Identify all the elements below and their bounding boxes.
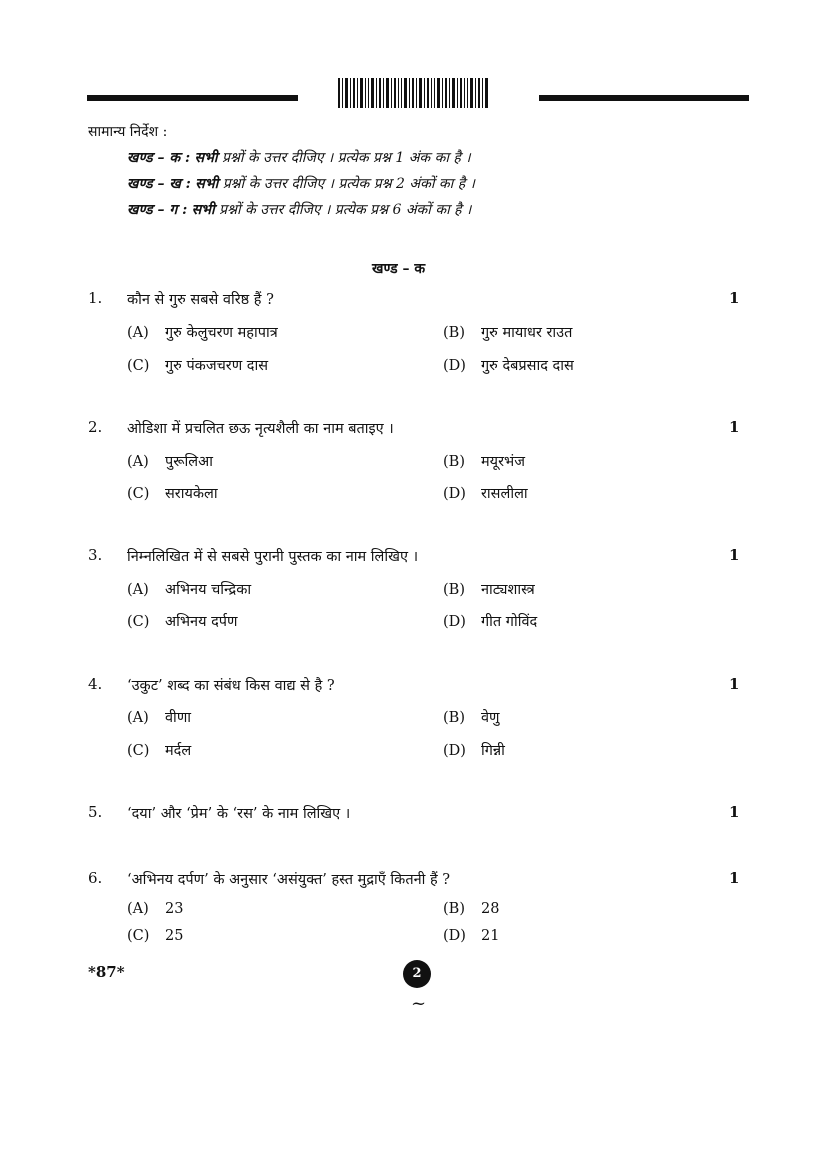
question-number: 2. [88, 418, 103, 436]
option-label: (D) [443, 486, 466, 502]
option-c [127, 740, 191, 760]
option-text: मयूरभंज [481, 454, 525, 470]
question-marks: 1 [729, 418, 740, 436]
option-text: अभिनय दर्पण [165, 614, 238, 630]
option-text: 28 [481, 901, 500, 917]
option-text: गुरु मायाधर राउत [481, 325, 573, 341]
option-text: गिन्नी [481, 743, 505, 759]
option-text: 25 [165, 928, 184, 944]
instruction-label: खण्ड – ग : [127, 202, 188, 218]
option-text: सरायकेला [165, 486, 218, 502]
question-marks: 1 [729, 546, 740, 564]
question-marks: 1 [729, 869, 740, 887]
option-label: (D) [443, 614, 466, 630]
option-label: (C) [127, 486, 150, 502]
question-marks: 1 [729, 289, 740, 307]
instruction-line-c [127, 200, 471, 219]
option-c [127, 483, 218, 503]
instruction-text: प्रश्नों के उत्तर दीजिए । प्रत्येक प्रश्न 6 अंकों का है । [219, 202, 472, 218]
option-d [443, 355, 574, 375]
option-text: 23 [165, 901, 184, 917]
option-label: (B) [443, 582, 465, 598]
instruction-line-a [127, 148, 471, 167]
page-tilde: ~ [411, 993, 427, 1014]
header-rule-left [87, 95, 298, 101]
question-number: 4. [88, 675, 103, 693]
question-text: ‘दया’ और ‘प्रेम’ के ‘रस’ के नाम लिखिए । [127, 806, 351, 822]
instruction-sabhi: सभी [195, 176, 219, 192]
option-b [443, 901, 499, 917]
question-text: निम्नलिखित में से सबसे पुरानी पुस्तक का नाम लिखिए । [127, 549, 419, 565]
option-text: गुरु देबप्रसाद दास [481, 358, 574, 374]
question-marks: 1 [729, 803, 740, 821]
option-d [443, 611, 537, 631]
option-d [443, 483, 528, 503]
option-b [443, 451, 525, 471]
question-text: ‘उकुट’ शब्द का संबंध किस वाद्य से है ? [127, 678, 335, 694]
option-b [443, 707, 500, 727]
option-c [127, 355, 268, 375]
instruction-sabhi: सभी [191, 202, 215, 218]
option-a [127, 451, 213, 471]
option-b [443, 322, 572, 342]
option-text: गुरु पंकजचरण दास [165, 358, 269, 374]
option-text: नाट्यशास्त्र [481, 582, 535, 598]
option-label: (C) [127, 743, 150, 759]
option-a [127, 322, 278, 342]
question-text: ‘अभिनय दर्पण’ के अनुसार ‘असंयुक्त’ हस्त मुद्राएँ कितनी हैं ? [127, 872, 451, 888]
instruction-text: प्रश्नों के उत्तर दीजिए । प्रत्येक प्रश्न 2 अंकों का है । [222, 176, 475, 192]
option-b [443, 579, 535, 599]
option-text: अभिनय चन्द्रिका [165, 582, 252, 598]
option-d [443, 740, 505, 760]
option-label: (B) [443, 710, 465, 726]
option-label: (B) [443, 325, 465, 341]
question-marks: 1 [729, 675, 740, 693]
question-number: 5. [88, 803, 103, 821]
option-text: पुरूलिआ [165, 454, 213, 470]
option-c [127, 928, 183, 944]
option-text: 21 [481, 928, 500, 944]
question-number: 3. [88, 546, 103, 564]
option-text: गुरु केलुचरण महापात्र [165, 325, 278, 341]
option-a [127, 901, 183, 917]
option-label: (C) [127, 614, 150, 630]
barcode-image [338, 78, 488, 108]
option-label: (C) [127, 928, 150, 944]
instruction-sabhi: सभी [194, 150, 218, 166]
section-heading: खण्ड – क [372, 261, 426, 277]
question-text: कौन से गुरु सबसे वरिष्ठ हैं ? [127, 292, 274, 308]
option-label: (B) [443, 901, 465, 917]
instruction-label: खण्ड – क : [127, 150, 191, 166]
option-label: (D) [443, 743, 466, 759]
option-a [127, 579, 251, 599]
option-text: रासलीला [481, 486, 528, 502]
instructions-title: सामान्य निर्देश : [88, 124, 168, 140]
paper-code: *87* [88, 963, 125, 981]
question-text: ओडिशा में प्रचलित छऊ नृत्यशैली का नाम बताइए । [127, 421, 394, 437]
option-text: मर्दल [165, 743, 192, 759]
instruction-label: खण्ड – ख : [127, 176, 191, 192]
option-label: (A) [127, 710, 149, 726]
option-text: वीणा [165, 710, 192, 726]
option-c [127, 611, 238, 631]
option-label: (B) [443, 454, 465, 470]
header-rule-right [539, 95, 749, 101]
question-number: 6. [88, 869, 103, 887]
option-label: (A) [127, 901, 149, 917]
option-label: (A) [127, 454, 149, 470]
option-label: (A) [127, 325, 149, 341]
option-label: (D) [443, 358, 466, 374]
option-label: (D) [443, 928, 466, 944]
page-number-badge: 2 [403, 960, 431, 988]
question-number: 1. [88, 289, 103, 307]
option-text: वेणु [481, 710, 500, 726]
option-d [443, 928, 499, 944]
option-label: (C) [127, 358, 150, 374]
instruction-line-b [127, 174, 475, 193]
option-a [127, 707, 191, 727]
option-text: गीत गोविंद [481, 614, 538, 630]
instruction-text: प्रश्नों के उत्तर दीजिए । प्रत्येक प्रश्न 1 अंक का है । [221, 150, 471, 166]
option-label: (A) [127, 582, 149, 598]
